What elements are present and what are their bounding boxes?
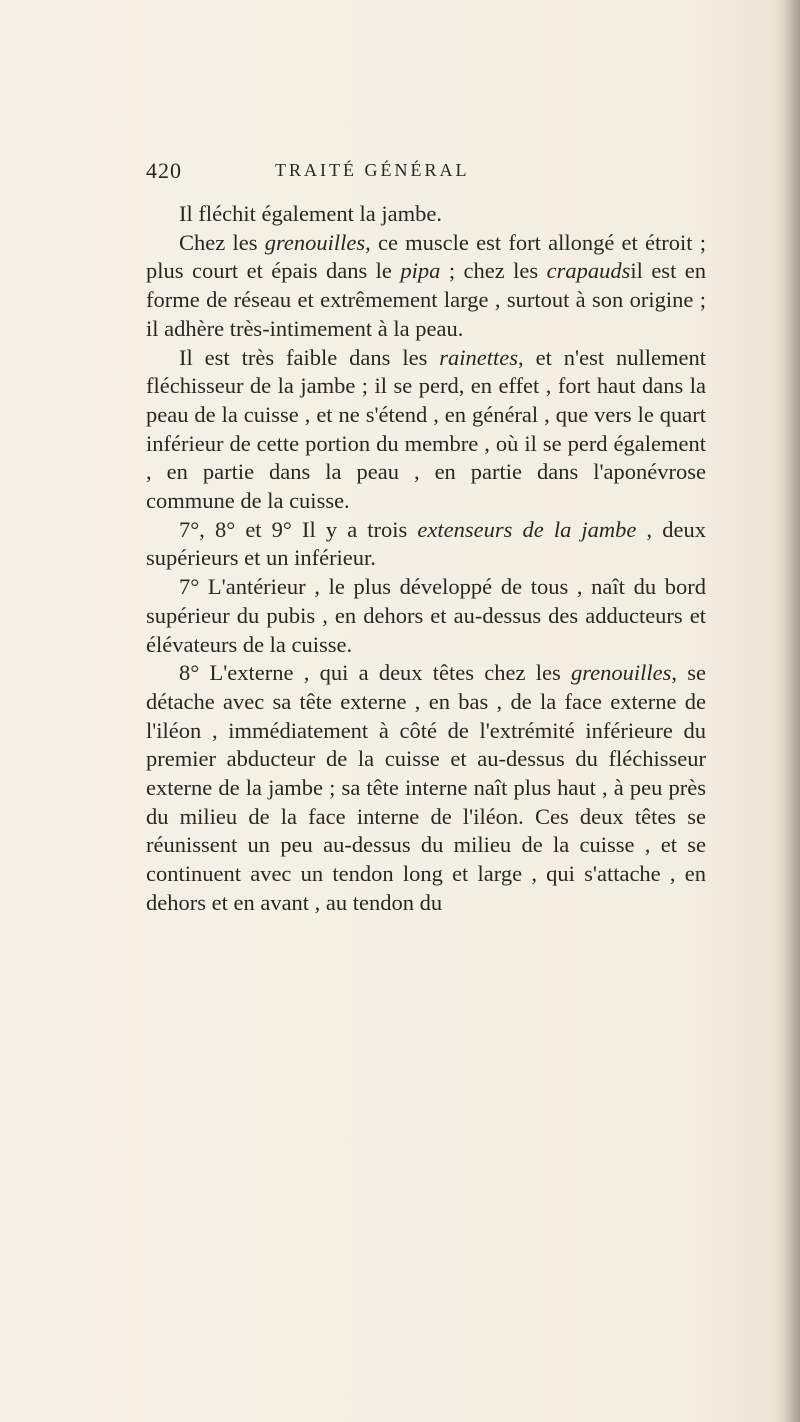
text-run: Chez les (179, 229, 265, 255)
text-run: 7° L'antérieur , le plus développé de tous , naît du bord supérieur du pubis , en dehors et au-dessus des adducteurs et élévateurs de la cuisse. (146, 574, 706, 657)
text-run: 8° L'externe , qui a deux têtes chez les (179, 660, 571, 686)
text-run: , ce muscle est fort allongé et étroit ; plus court et épais dans le (146, 229, 706, 284)
text-run: , se détache avec sa tête externe , en bas , de la face externe de l'iléon , immédiatement à côté de l'extrémité inférieure du premier abducteur de la cuisse et au-dessus du fléchisseur externe de la jambe ; sa tête interne naît plus haut , à peu près du milieu de la face interne de l'iléon. Ces deux têtes se réunissent un peu au-dessus du milieu de la cuisse , et se continuent avec un tendon long et large , qui s'attache , en dehors et en avant , au tendon du (146, 660, 706, 915)
text-run: il est en forme de réseau et extrêmement large , surtout à son origine ; il adhère très-intimement à la peau. (146, 258, 706, 341)
text-run: ; chez les (440, 258, 547, 284)
italic-term: grenouilles (570, 660, 672, 686)
text-run: , deux supérieurs et un inférieur. (146, 516, 706, 571)
paragraph (146, 573, 706, 659)
text-run: Il fléchit également la jambe. (179, 201, 443, 226)
italic-term: rainettes (439, 344, 519, 370)
page-header (146, 158, 706, 188)
paragraph (146, 344, 706, 516)
paragraph (146, 516, 706, 573)
running-title: TRAITÉ GÉNÉRAL (275, 160, 470, 180)
page-edge-shadow (774, 0, 800, 1422)
paragraph (146, 659, 706, 917)
body-text (146, 200, 706, 918)
italic-term: grenouilles (264, 229, 366, 255)
paragraph (146, 229, 706, 344)
text-run: , et n'est nullement fléchisseur de la jambe ; il se perd, en effet , fort haut dans la peau de la cuisse , et ne s'étend , en général , que vers le quart inférieur de cette portion du membre , où il se perd également , en partie dans la peau , en partie dans l'aponévrose commune de la cuisse. (146, 344, 706, 514)
page-number: 420 (146, 158, 182, 183)
text-run: 7°, 8° et 9° Il y a trois (179, 516, 418, 542)
paragraph (146, 200, 706, 229)
italic-term: crapauds (546, 258, 631, 284)
italic-term: pipa (400, 258, 441, 284)
text-run: Il est très faible dans les (179, 344, 440, 370)
italic-term: extenseurs de la jambe (417, 516, 637, 542)
